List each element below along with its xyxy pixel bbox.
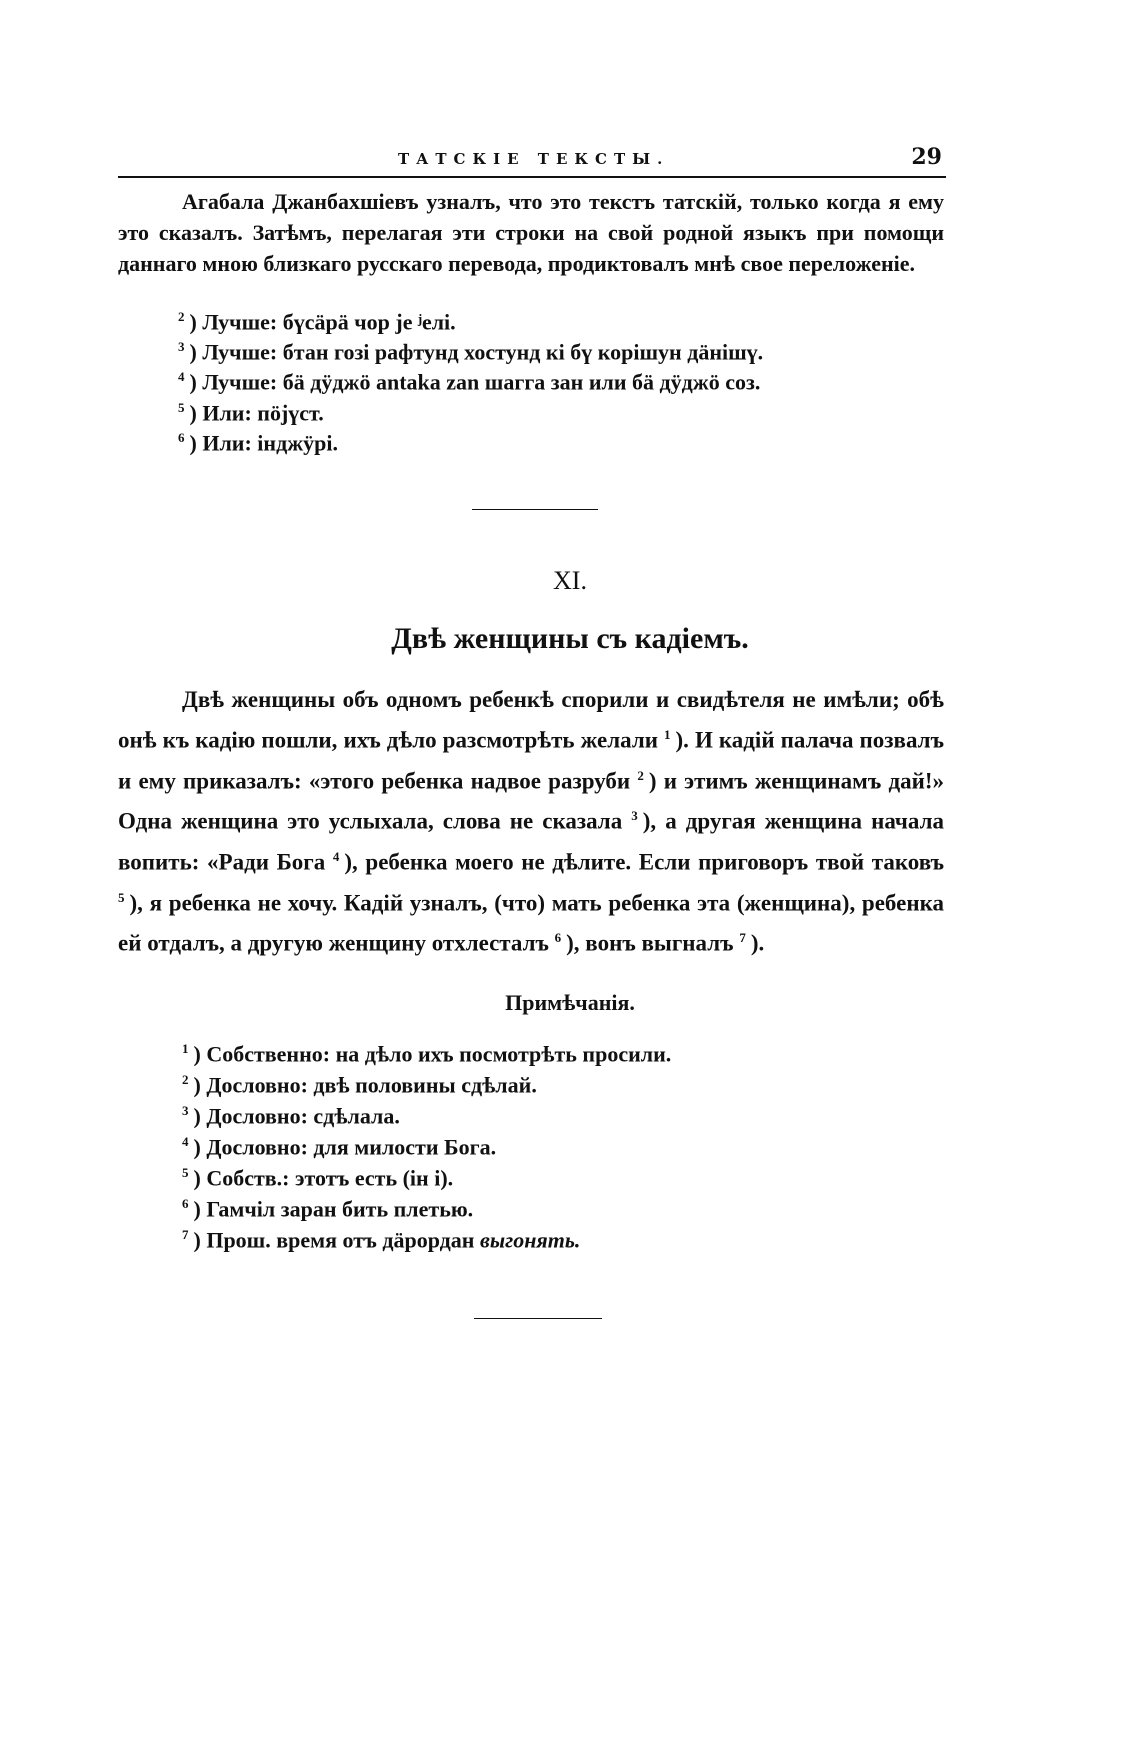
note-text: Дословно: сдѣлала. bbox=[206, 1103, 400, 1129]
running-title: ТАТСКІЕ ТЕКСТЫ. bbox=[398, 150, 670, 168]
footnote-ref: 4 bbox=[332, 848, 340, 864]
story-text: ) и этимъ женщинамъ дай!» Одна женщина это услыхала, слова не сказала bbox=[118, 768, 944, 834]
end-divider bbox=[474, 1318, 602, 1319]
footnote-ref: 6 bbox=[554, 930, 562, 946]
note-marker: 6 bbox=[182, 1196, 189, 1211]
story-text: ). bbox=[750, 930, 765, 956]
story-text: ). И кадій палача позвалъ и ему приказалъ: «этого ребенка надвое разруби bbox=[118, 727, 944, 794]
note-marker: 2 bbox=[182, 1072, 189, 1087]
note-text: Прош. время отъ дäрордан bbox=[206, 1227, 475, 1253]
notes-title: Примѣчанія. bbox=[505, 990, 635, 1015]
note-text: Собств.: этотъ есть (ін і). bbox=[206, 1165, 454, 1191]
page-number: 29 bbox=[911, 144, 942, 170]
chapter-title: Двѣ женщины съ кадіемъ. bbox=[391, 622, 749, 655]
story-text: ), а другая женщина начала вопить: «Ради Бога bbox=[118, 808, 944, 875]
story-text: Двѣ женщины объ одномъ ребенкѣ спорили и свидѣтеля не имѣли; обѣ онѣ къ кадію пошли, ихъ дѣло разсмотрѣть желали bbox=[118, 687, 944, 753]
note-marker: 2 bbox=[178, 309, 185, 324]
note-text: Лучше: бтан гозi рафтунд хостунд кі бү корiшун дäнiшү. bbox=[202, 339, 764, 365]
note-item: $^1$ ) Собственно: на дѣло ихъ посмотрѣть просили. bbox=[182, 1041, 672, 1067]
prev-note: $^6$ ) Или: iнджӱрi. bbox=[178, 430, 339, 456]
note-text: Гамчіл заран бить плетью. bbox=[206, 1196, 474, 1222]
note-text: Или: пöјүст. bbox=[202, 400, 324, 426]
note-marker: 3 bbox=[178, 339, 185, 354]
story-text: ), вонъ выгналъ bbox=[566, 930, 740, 956]
note-text: Дословно: для милости Бога. bbox=[206, 1134, 497, 1160]
prev-note: $^4$ ) Лучше: бä дӱджö antaka zan шагга зан или бä дӱджö соз. bbox=[178, 369, 761, 395]
note-item: $^7$ ) Прош. время отъ дäрордан выгонять. bbox=[182, 1227, 581, 1253]
footnote-ref: 7 bbox=[739, 930, 746, 946]
note-marker: 4 bbox=[178, 369, 185, 384]
prev-note: $^5$ ) Или: пöјүст. bbox=[178, 400, 324, 426]
note-text: Собственно: на дѣло ихъ посмотрѣть просили. bbox=[206, 1041, 672, 1067]
note-marker: 6 bbox=[178, 430, 185, 445]
section-numeral: XI. bbox=[553, 566, 587, 595]
story-paragraph bbox=[118, 682, 944, 961]
note-text: Или: iнджӱрi. bbox=[202, 430, 339, 456]
note-marker: 5 bbox=[178, 400, 185, 415]
note-item: $^3$ ) Дословно: сдѣлала. bbox=[182, 1103, 400, 1129]
prev-note: $^3$ ) Лучше: бтан гозi рафтунд хостунд кі бү корiшун дäнiшү. bbox=[178, 339, 764, 365]
note-marker: 3 bbox=[182, 1103, 189, 1118]
note-item: $^4$ ) Дословно: для милости Бога. bbox=[182, 1134, 497, 1160]
note-marker: 1 bbox=[182, 1041, 189, 1056]
story-text: ), ребенка моего не дѣлите. Если приговоръ твой таковъ bbox=[344, 849, 944, 875]
note-marker: 7 bbox=[182, 1227, 189, 1242]
note-italic-word: выгонять. bbox=[479, 1227, 581, 1253]
footnote-ref: 1 bbox=[664, 727, 671, 742]
section-divider bbox=[472, 509, 598, 510]
note-text: Дословно: двѣ половины сдѣлай. bbox=[206, 1072, 537, 1098]
prev-note: $^2$ ) Лучше: бүсäрä чор јe ʲeлi. bbox=[178, 309, 456, 335]
note-text: Лучше: бä дӱджö antaka zan шагга зан или бä дӱджö соз. bbox=[202, 369, 761, 395]
note-marker: 4 bbox=[182, 1134, 189, 1149]
note-item: $^6$ ) Гамчіл заран бить плетью. bbox=[182, 1196, 474, 1222]
running-head bbox=[118, 146, 944, 178]
footnote-ref: 5 bbox=[118, 889, 125, 905]
note-item: $^2$ ) Дословно: двѣ половины сдѣлай. bbox=[182, 1072, 537, 1098]
story-text: ), я ребенка не хочу. Кадій узналъ, (что) мать ребенка эта (женщина), ребенка ей отдалъ, а другую женщину отхлесталъ bbox=[118, 890, 944, 956]
footnote-ref: 2 bbox=[637, 767, 644, 783]
header-rule bbox=[118, 176, 946, 178]
note-text: Лучше: бүсäрä чор јe ʲeлi. bbox=[202, 309, 456, 335]
intro-paragraph-text: Агабала Джанбахшіевъ узналъ, что это текстъ татскій, только когда я ему это сказалъ. Затѣмъ, перелагая эти строки на свой родной языкъ при помощи даннаго мною близкаго русскаго перевода, продиктовалъ мнѣ свое переложеніе. bbox=[118, 189, 944, 276]
footnote-ref: 3 bbox=[631, 808, 638, 824]
note-marker: 5 bbox=[182, 1165, 189, 1180]
intro-paragraph bbox=[118, 186, 944, 279]
note-item: $^5$ ) Собств.: этотъ есть (ін і). bbox=[182, 1165, 454, 1191]
